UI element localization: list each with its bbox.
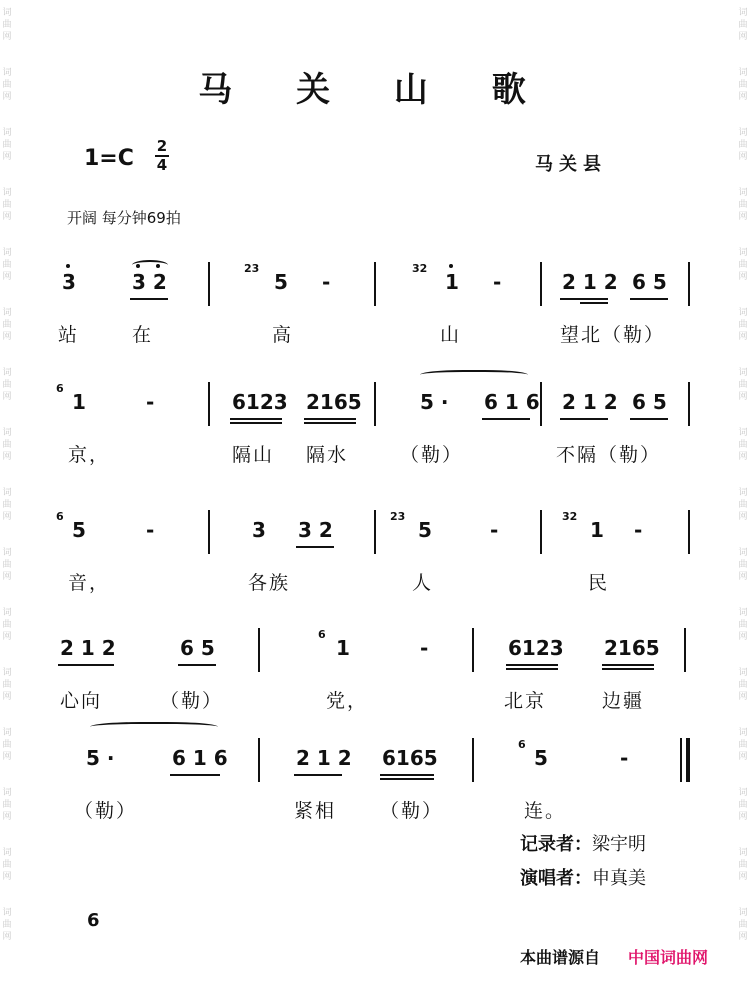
watermark-glyph: 网 xyxy=(738,632,748,642)
note: 5 · xyxy=(86,746,115,770)
watermark-glyph: 词 xyxy=(738,908,748,918)
watermark-glyph: 曲 xyxy=(2,740,12,750)
note: - xyxy=(420,636,429,660)
beam xyxy=(630,418,668,420)
barline xyxy=(374,382,376,426)
watermark-glyph: 曲 xyxy=(2,500,12,510)
watermark-glyph: 词 xyxy=(2,788,12,798)
watermark-glyph: 曲 xyxy=(2,860,12,870)
note: 1 xyxy=(72,390,86,414)
watermark-glyph: 词 xyxy=(738,308,748,318)
lyric: 在 xyxy=(132,324,154,346)
watermark-glyph: 网 xyxy=(2,572,12,582)
note: 3 xyxy=(62,270,76,294)
lyric: （勒） xyxy=(74,800,138,822)
beam xyxy=(482,418,530,420)
watermark-glyph: 网 xyxy=(2,872,12,882)
watermark-glyph: 网 xyxy=(738,92,748,102)
note: - xyxy=(146,518,155,542)
song-title: 马 关 山 歌 xyxy=(198,70,552,110)
watermark-glyph: 曲 xyxy=(2,680,12,690)
watermark-glyph: 曲 xyxy=(738,80,748,90)
grace-notes: 6 xyxy=(518,738,526,751)
score-system-1 xyxy=(0,262,750,352)
beam xyxy=(58,664,114,666)
lyric: 高 xyxy=(272,324,294,346)
lyric: 心向 xyxy=(60,690,103,712)
watermark-glyph: 曲 xyxy=(2,440,12,450)
lyric: 紧相 xyxy=(294,800,337,822)
beam xyxy=(130,298,168,300)
watermark-glyph: 词 xyxy=(2,368,12,378)
barline xyxy=(472,628,474,672)
watermark-glyph: 网 xyxy=(738,692,748,702)
watermark-glyph: 词 xyxy=(2,128,12,138)
barline xyxy=(540,382,542,426)
lyric: 京， xyxy=(68,444,111,466)
singer-label: 演唱者： xyxy=(520,868,592,889)
meter-numerator: 2 xyxy=(156,137,168,155)
note: 6 5 xyxy=(632,390,667,414)
watermark-glyph: 网 xyxy=(2,812,12,822)
watermark-glyph: 曲 xyxy=(738,860,748,870)
high-octave-dot xyxy=(66,264,70,268)
beam xyxy=(560,418,608,420)
phrase-slur xyxy=(420,370,528,382)
watermark-glyph: 词 xyxy=(738,368,748,378)
watermark-glyph: 词 xyxy=(2,848,12,858)
barline xyxy=(208,382,210,426)
watermark-glyph: 曲 xyxy=(738,680,748,690)
beam xyxy=(178,664,216,666)
recorder-name: 梁宇明 xyxy=(592,834,646,855)
watermark-glyph: 网 xyxy=(738,332,748,342)
barline xyxy=(688,382,690,426)
barline xyxy=(374,262,376,306)
note: - xyxy=(490,518,499,542)
note: 2165 xyxy=(604,636,660,660)
watermark-glyph: 网 xyxy=(2,212,12,222)
note: 3 2 xyxy=(132,270,167,294)
watermark-glyph: 词 xyxy=(2,608,12,618)
grace-notes: 6 xyxy=(56,382,64,395)
grace-notes: 6 xyxy=(318,628,326,641)
note: 1 xyxy=(590,518,604,542)
watermark-glyph: 曲 xyxy=(738,920,748,930)
watermark-glyph: 网 xyxy=(2,152,12,162)
high-octave-dot xyxy=(449,264,453,268)
lyric: 隔水 xyxy=(306,444,349,466)
watermark-glyph: 网 xyxy=(2,272,12,282)
watermark-glyph: 词 xyxy=(738,188,748,198)
watermark-glyph: 网 xyxy=(2,692,12,702)
note: - xyxy=(634,518,643,542)
watermark-glyph: 曲 xyxy=(2,800,12,810)
note: 5 xyxy=(534,746,548,770)
watermark-glyph: 词 xyxy=(2,68,12,78)
watermark-glyph: 网 xyxy=(738,752,748,762)
beam xyxy=(560,298,608,300)
beam xyxy=(304,418,356,420)
beam xyxy=(380,774,434,776)
watermark-glyph: 曲 xyxy=(738,440,748,450)
right-watermark-strip xyxy=(736,0,750,993)
watermark-glyph: 词 xyxy=(738,728,748,738)
watermark-glyph: 网 xyxy=(738,32,748,42)
watermark-glyph: 曲 xyxy=(738,500,748,510)
beam xyxy=(506,664,558,666)
beam xyxy=(602,664,654,666)
score-system-2 xyxy=(0,382,750,472)
watermark-glyph: 曲 xyxy=(2,20,12,30)
note: 5 · xyxy=(420,390,449,414)
watermark-glyph: 网 xyxy=(738,512,748,522)
watermark-glyph: 曲 xyxy=(738,320,748,330)
watermark-glyph: 曲 xyxy=(2,200,12,210)
watermark-glyph: 网 xyxy=(738,872,748,882)
lyric: 党， xyxy=(326,690,369,712)
watermark-glyph: 网 xyxy=(738,932,748,942)
watermark-glyph: 词 xyxy=(738,548,748,558)
barline xyxy=(684,628,686,672)
watermark-glyph: 词 xyxy=(738,608,748,618)
time-signature xyxy=(153,138,171,174)
beam xyxy=(580,302,608,304)
lyric: 人 xyxy=(412,572,434,594)
barline xyxy=(540,510,542,554)
note: 2 1 2 xyxy=(296,746,352,770)
phrase-slur xyxy=(90,722,218,734)
barline xyxy=(258,628,260,672)
lyric: 隔山 xyxy=(232,444,275,466)
beam xyxy=(230,422,282,424)
grace-notes: 6 xyxy=(56,510,64,523)
watermark-glyph: 曲 xyxy=(2,260,12,270)
recorder-credit xyxy=(520,830,646,856)
watermark-glyph: 词 xyxy=(738,788,748,798)
beam xyxy=(230,418,282,420)
lyric: （勒） xyxy=(160,690,224,712)
watermark-glyph: 曲 xyxy=(738,20,748,30)
watermark-glyph: 曲 xyxy=(2,380,12,390)
watermark-glyph: 网 xyxy=(2,632,12,642)
watermark-glyph: 曲 xyxy=(2,140,12,150)
watermark-glyph: 网 xyxy=(2,932,12,942)
lyric: 北京 xyxy=(504,690,547,712)
beam xyxy=(630,298,668,300)
note: 6 5 xyxy=(632,270,667,294)
meter-denominator: 4 xyxy=(156,156,168,174)
tempo-marking: 开阔 每分钟69拍 xyxy=(67,209,181,227)
beam xyxy=(304,422,356,424)
note: 2 1 2 xyxy=(562,270,618,294)
barline xyxy=(472,738,474,782)
watermark-glyph: 曲 xyxy=(738,800,748,810)
watermark-glyph: 词 xyxy=(2,428,12,438)
note: 5 xyxy=(274,270,288,294)
beam xyxy=(602,668,654,670)
watermark-glyph: 网 xyxy=(738,452,748,462)
lyric: （勒） xyxy=(400,444,464,466)
barline xyxy=(208,262,210,306)
watermark-glyph: 词 xyxy=(738,668,748,678)
high-octave-dot xyxy=(156,264,160,268)
note: - xyxy=(493,270,502,294)
watermark-glyph: 词 xyxy=(2,488,12,498)
lyric: 连。 xyxy=(524,800,567,822)
watermark-glyph: 词 xyxy=(2,668,12,678)
watermark-glyph: 网 xyxy=(738,812,748,822)
grace-notes: 32 xyxy=(562,510,578,523)
watermark-glyph: 词 xyxy=(738,488,748,498)
watermark-glyph: 词 xyxy=(738,848,748,858)
beam xyxy=(296,546,334,548)
note: 2 1 2 xyxy=(60,636,116,660)
watermark-glyph: 曲 xyxy=(738,380,748,390)
beam xyxy=(506,668,558,670)
final-barline xyxy=(686,738,690,782)
watermark-glyph: 网 xyxy=(2,32,12,42)
grace-notes: 23 xyxy=(390,510,406,523)
watermark-glyph: 词 xyxy=(738,128,748,138)
lyric: 音， xyxy=(68,572,111,594)
lyric: 站 xyxy=(58,324,80,346)
watermark-glyph: 词 xyxy=(738,68,748,78)
watermark-glyph: 网 xyxy=(2,392,12,402)
barline xyxy=(540,262,542,306)
watermark-glyph: 网 xyxy=(2,512,12,522)
barline xyxy=(258,738,260,782)
watermark-glyph: 词 xyxy=(2,728,12,738)
watermark-glyph: 网 xyxy=(738,152,748,162)
watermark-glyph: 网 xyxy=(2,332,12,342)
page-number: 6 xyxy=(87,910,100,931)
lyric: 望北（勒） xyxy=(560,324,666,346)
lyric: （勒） xyxy=(380,800,444,822)
left-watermark-strip xyxy=(0,0,14,993)
score-system-4 xyxy=(0,628,750,718)
note: 6 1 6 xyxy=(172,746,228,770)
note: 2165 xyxy=(306,390,362,414)
region-label: 马关县 xyxy=(535,154,607,175)
watermark-glyph: 词 xyxy=(2,188,12,198)
watermark-glyph: 曲 xyxy=(738,560,748,570)
recorder-label: 记录者： xyxy=(520,834,592,855)
note: 6 5 xyxy=(180,636,215,660)
lyric: 不隔（勒） xyxy=(556,444,662,466)
watermark-glyph: 曲 xyxy=(738,740,748,750)
note: 1 xyxy=(445,270,459,294)
watermark-glyph: 词 xyxy=(2,908,12,918)
watermark-glyph: 网 xyxy=(2,92,12,102)
lyric: 边疆 xyxy=(602,690,645,712)
note: 1 xyxy=(336,636,350,660)
watermark-glyph: 网 xyxy=(738,272,748,282)
key-signature: 1=C xyxy=(84,146,134,171)
watermark-glyph: 网 xyxy=(738,572,748,582)
watermark-glyph: 网 xyxy=(2,752,12,762)
watermark-glyph: 曲 xyxy=(2,620,12,630)
barline xyxy=(208,510,210,554)
watermark-glyph: 曲 xyxy=(2,320,12,330)
watermark-glyph: 词 xyxy=(738,428,748,438)
note: 6 1 6 xyxy=(484,390,540,414)
score-system-5 xyxy=(0,738,750,828)
source-site-link[interactable]: 中国词曲网 xyxy=(628,948,709,967)
barline xyxy=(680,738,682,782)
barline xyxy=(374,510,376,554)
watermark-glyph: 曲 xyxy=(2,920,12,930)
singer-name: 申真美 xyxy=(592,868,646,889)
beam xyxy=(170,774,220,776)
grace-notes: 23 xyxy=(244,262,260,275)
lyric: 民 xyxy=(588,572,610,594)
watermark-glyph: 曲 xyxy=(738,200,748,210)
lyric: 山 xyxy=(440,324,462,346)
note: 2 1 2 xyxy=(562,390,618,414)
note: 6123 xyxy=(508,636,564,660)
high-octave-dot xyxy=(136,264,140,268)
watermark-glyph: 词 xyxy=(2,8,12,18)
watermark-glyph: 词 xyxy=(2,308,12,318)
beam xyxy=(380,778,434,780)
watermark-glyph: 曲 xyxy=(738,140,748,150)
grace-notes: 32 xyxy=(412,262,428,275)
watermark-glyph: 网 xyxy=(738,392,748,402)
watermark-glyph: 网 xyxy=(738,212,748,222)
score-system-3 xyxy=(0,510,750,600)
note: 6123 xyxy=(232,390,288,414)
note: - xyxy=(146,390,155,414)
beam xyxy=(294,774,342,776)
singer-credit xyxy=(520,864,646,890)
watermark-glyph: 网 xyxy=(2,452,12,462)
note: 5 xyxy=(72,518,86,542)
watermark-glyph: 曲 xyxy=(2,560,12,570)
watermark-glyph: 词 xyxy=(738,248,748,258)
barline xyxy=(688,262,690,306)
watermark-glyph: 词 xyxy=(738,8,748,18)
watermark-glyph: 曲 xyxy=(738,620,748,630)
note: 3 xyxy=(252,518,266,542)
note: - xyxy=(620,746,629,770)
watermark-glyph: 词 xyxy=(2,248,12,258)
source-label: 本曲谱源自 xyxy=(520,948,601,967)
note: 6165 xyxy=(382,746,438,770)
watermark-glyph: 曲 xyxy=(2,80,12,90)
watermark-glyph: 曲 xyxy=(738,260,748,270)
note: 3 2 xyxy=(298,518,333,542)
note: - xyxy=(322,270,331,294)
watermark-glyph: 词 xyxy=(2,548,12,558)
barline xyxy=(688,510,690,554)
lyric: 各族 xyxy=(248,572,291,594)
notation-row xyxy=(0,510,750,580)
note: 5 xyxy=(418,518,432,542)
